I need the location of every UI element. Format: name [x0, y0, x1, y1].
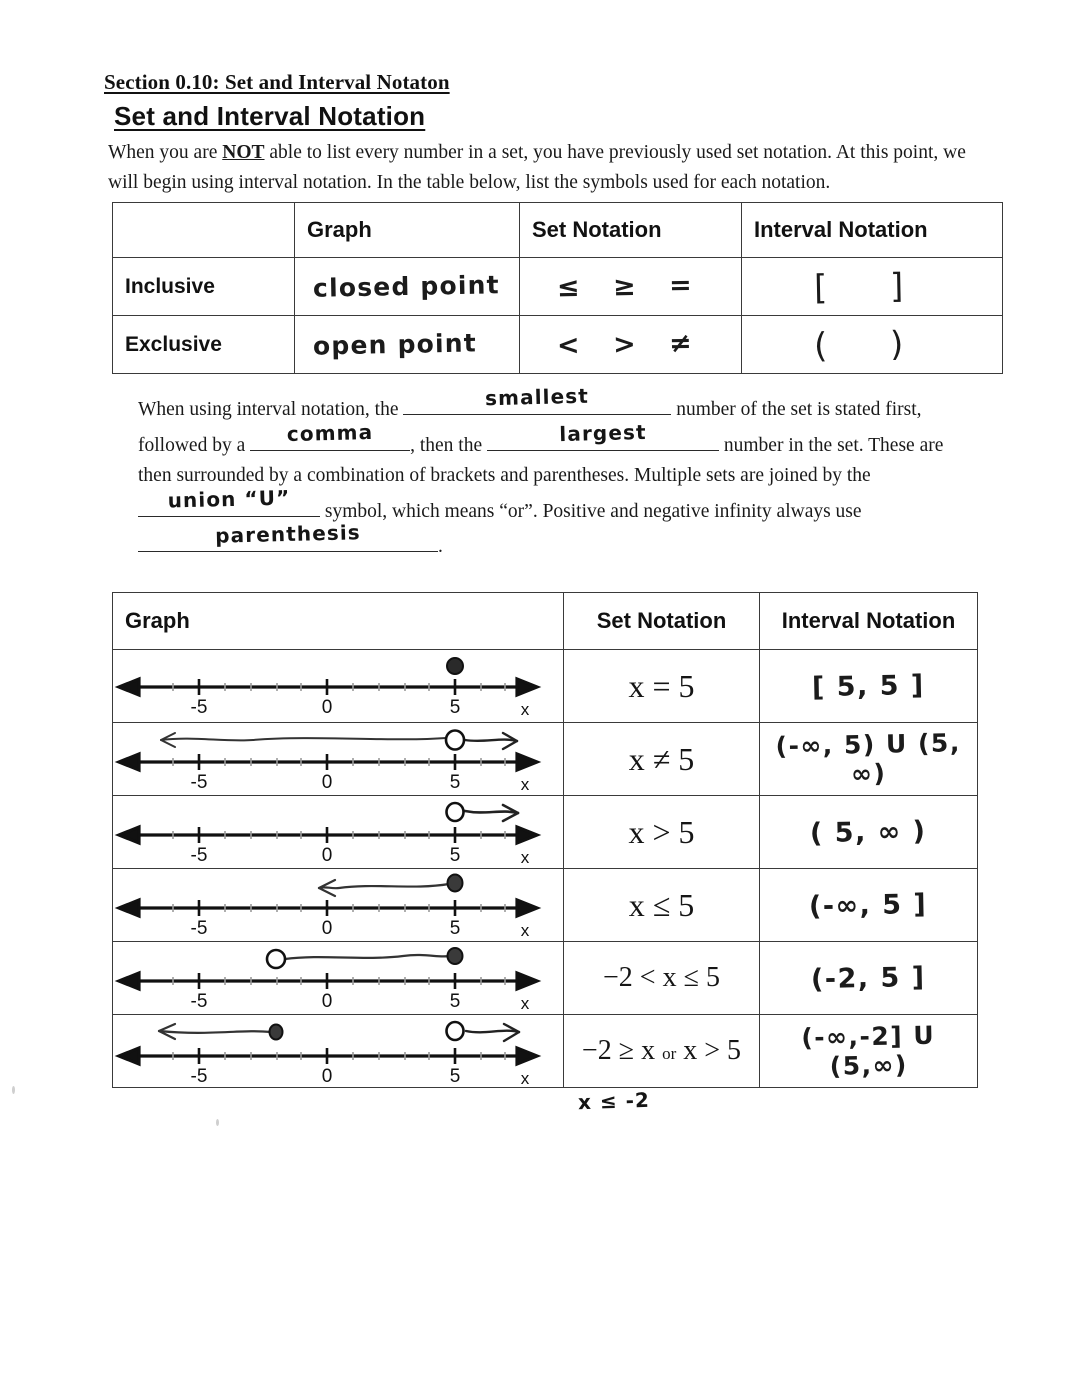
row-label-exclusive: Exclusive — [113, 316, 295, 374]
interval-notation-cell-3: ( 5, ∞ ) — [760, 796, 978, 869]
numberline-cell-5 — [113, 942, 564, 1015]
inclusive-interval-answer: [ ] — [742, 258, 1003, 316]
svg-text:0: 0 — [321, 1066, 333, 1086]
hand-ray-right — [465, 740, 517, 741]
set-notation-part-a: −2 ≥ x — [581, 1035, 656, 1066]
table2-header-set-notation: Set Notation — [564, 593, 760, 650]
svg-text:0: 0 — [321, 845, 333, 866]
hand-segment — [285, 955, 449, 959]
set-notation-cell-3: x > 5 — [564, 796, 760, 869]
number-line-svg — [113, 1016, 543, 1086]
intro-paragraph — [108, 138, 968, 198]
table-row-exclusive — [113, 316, 1003, 374]
numberline-cell-6 — [113, 1015, 564, 1088]
numberline-cell-2 — [113, 723, 564, 796]
svg-text:5: 5 — [449, 918, 461, 939]
section-heading: Section 0.10: Set and Interval Notaton — [104, 70, 450, 94]
table-header-row — [113, 593, 978, 650]
page-title: Set and Interval Notation — [114, 101, 426, 131]
axis-variable-label: x — [520, 848, 530, 867]
svg-text:5: 5 — [449, 1066, 461, 1086]
table-row-inclusive — [113, 258, 1003, 316]
number-line-svg — [113, 943, 543, 1013]
blank-answer-largest[interactable]: largest — [487, 426, 719, 451]
open-point-marker — [447, 803, 464, 821]
number-line-graph-1 — [113, 651, 543, 721]
number-line-graph-6 — [113, 1016, 543, 1086]
intro-emphasis-not: NOT — [222, 142, 265, 163]
set-notation-part-b: x > 5 — [683, 1035, 742, 1066]
exclusive-interval-answer: ( ) — [742, 316, 1003, 374]
closed-point-marker — [270, 1025, 283, 1040]
table1-header-set-notation: Set Notation — [520, 203, 742, 258]
inclusive-graph-answer: closed point — [295, 258, 520, 316]
table2-header-graph: Graph — [113, 593, 564, 650]
intro-text-after: able to list every number in a set, you have previously used set notation. At this point, we will begin using interval notation. In the table below, list the symbols used for each notation. — [108, 142, 966, 193]
number-line-graph-4 — [113, 870, 543, 940]
svg-text:-5: -5 — [190, 991, 208, 1012]
blank-answer-comma[interactable]: comma — [250, 426, 410, 451]
student-extra-note: x ≤ -2 — [577, 1087, 651, 1115]
svg-text:-5: -5 — [190, 845, 208, 866]
table1-header-blank — [113, 203, 295, 258]
scan-speck — [12, 1086, 15, 1094]
interval-notation-cell-5: (-2, 5 ] — [760, 942, 978, 1015]
svg-text:0: 0 — [321, 772, 333, 793]
table-row — [113, 1015, 978, 1088]
exclusive-graph-answer: open point — [295, 316, 520, 374]
svg-text:5: 5 — [449, 845, 461, 866]
notation-symbols-table — [112, 202, 1003, 374]
hand-ray-left — [319, 884, 449, 888]
svg-text:5: 5 — [449, 772, 461, 793]
table1-header-interval-notation: Interval Notation — [742, 203, 1003, 258]
closed-point-marker — [447, 658, 463, 674]
number-line-svg — [113, 724, 543, 794]
closed-point-marker — [448, 875, 463, 892]
axis-variable-label: x — [520, 1069, 530, 1086]
scan-speck — [216, 1119, 219, 1126]
interval-notation-cell-6: (-∞,-2] U (5,∞) — [760, 1015, 978, 1088]
closed-point-marker — [448, 948, 463, 964]
svg-text:0: 0 — [321, 918, 333, 939]
number-line-svg — [113, 797, 543, 867]
blank-answer-smallest[interactable]: smallest — [403, 390, 671, 415]
set-notation-cell-5: −2 < x ≤ 5 — [564, 942, 760, 1015]
fill-in-the-blank-paragraph — [138, 383, 978, 563]
interval-notation-cell-4: (-∞, 5 ] — [760, 869, 978, 942]
inclusive-set-answer: ≤ ≥ = — [520, 258, 742, 316]
table1-header-graph: Graph — [295, 203, 520, 258]
axis-variable-label: x — [520, 700, 530, 719]
exclusive-set-answer: < > ≠ — [520, 316, 742, 374]
set-notation-cell-2: x ≠ 5 — [564, 723, 760, 796]
tick-label: 5 — [449, 697, 461, 718]
number-line-svg — [113, 651, 543, 721]
open-point-marker — [446, 731, 464, 750]
graph-set-interval-table — [112, 592, 978, 1115]
set-notation-or: or — [662, 1044, 677, 1063]
number-line-graph-5 — [113, 943, 543, 1013]
hand-ray-left — [159, 1031, 271, 1033]
open-point-marker — [267, 950, 285, 968]
numberline-cell-3 — [113, 796, 564, 869]
fill-sentence-3: , then the — [410, 434, 483, 456]
set-notation-cell-1: x = 5 — [564, 650, 760, 723]
table-row — [113, 942, 978, 1015]
tick-label: 0 — [321, 697, 333, 718]
number-line-graph-2 — [113, 724, 543, 794]
interval-notation-cell-2: (-∞, 5) U (5, ∞) — [760, 723, 978, 796]
number-line-svg — [113, 870, 543, 940]
numberline-cell-4 — [113, 869, 564, 942]
set-notation-cell-6 — [564, 1015, 760, 1115]
fill-sentence-1: When using interval notation, the — [138, 399, 399, 420]
table-row — [113, 650, 978, 723]
axis-variable-label: x — [520, 994, 530, 1013]
tick-label: -5 — [190, 697, 208, 718]
blank-answer-union[interactable]: union “U” — [138, 492, 320, 517]
table-row — [113, 869, 978, 942]
table-row — [113, 796, 978, 869]
hand-ray-left — [161, 738, 446, 740]
row-label-inclusive: Inclusive — [113, 258, 295, 316]
svg-text:-5: -5 — [190, 772, 208, 793]
hand-ray-right — [466, 1031, 519, 1033]
numberline-cell-1 — [113, 650, 564, 723]
interval-notation-cell-1: [ 5, 5 ] — [760, 650, 978, 723]
axis-variable-label: x — [520, 921, 530, 940]
fill-sentence-2: number of the set is stated first, followed by a — [138, 399, 922, 456]
blank-answer-parenthesis[interactable]: parenthesis — [138, 527, 438, 552]
hand-ray-right — [465, 811, 518, 813]
svg-text:-5: -5 — [190, 1066, 208, 1086]
table-header-row — [113, 203, 1003, 258]
number-line-graph-3 — [113, 797, 543, 867]
fill-sentence-6: . — [438, 536, 443, 557]
svg-text:0: 0 — [321, 991, 333, 1012]
table-row — [113, 723, 978, 796]
fill-sentence-5: symbol, which means “or”. Positive and negative infinity always use — [324, 500, 862, 522]
fill-sentence-4: number in the set. These are then surrounded by a combination of brackets and parentheses. Multiple sets are joined by the — [138, 434, 944, 486]
table2-header-interval-notation: Interval Notation — [760, 593, 978, 650]
set-notation-cell-4: x ≤ 5 — [564, 869, 760, 942]
svg-text:-5: -5 — [190, 918, 208, 939]
axis-variable-label: x — [520, 775, 530, 794]
intro-text-before: When you are — [108, 142, 223, 163]
svg-text:5: 5 — [449, 991, 461, 1012]
open-point-marker — [447, 1022, 464, 1040]
